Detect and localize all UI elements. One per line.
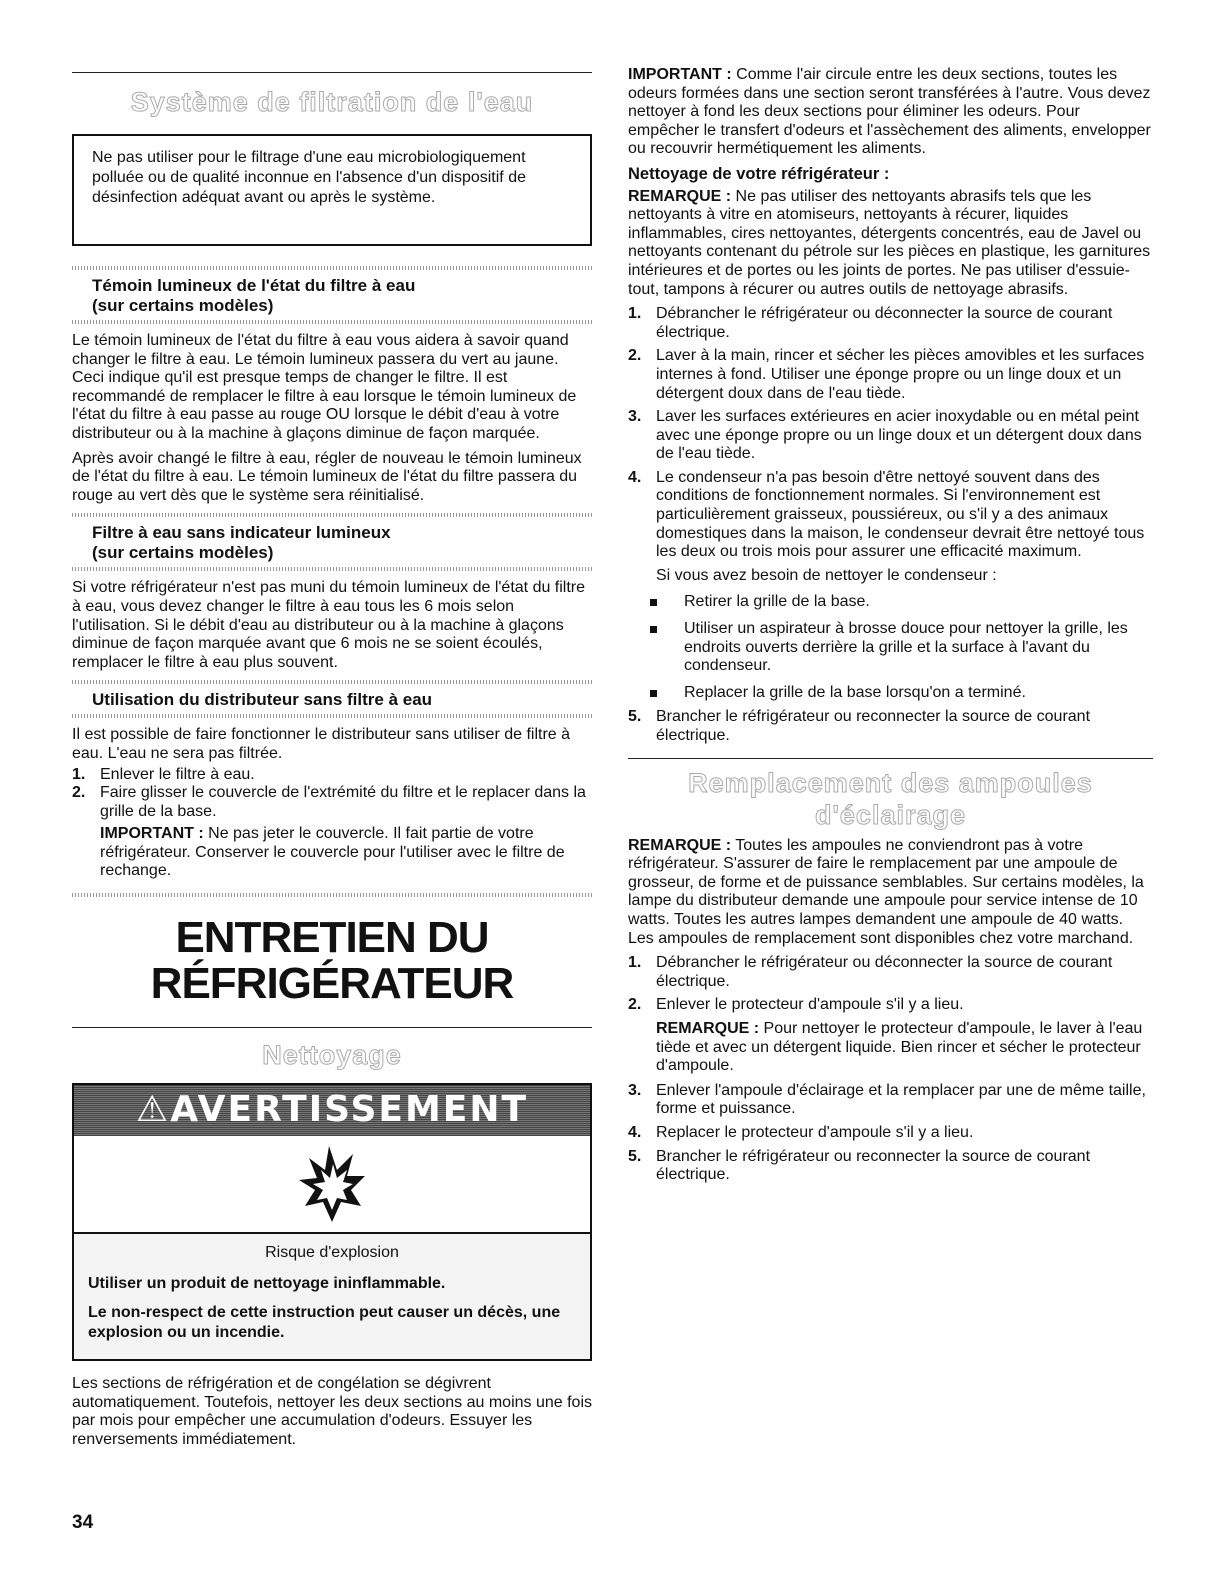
warning-instruction: Utiliser un produit de nettoyage ininflammable. [88, 1274, 446, 1292]
heading-filter-no-indicator-sub: (sur certains modèles) [92, 543, 274, 563]
section-title-bulbs: Remplacement des ampoules [688, 767, 1093, 798]
step-number: 2. [628, 347, 642, 365]
list-item [628, 305, 1153, 342]
step-text: Débrancher le réfrigérateur ou déconnecter la source de courant électrique. [656, 305, 1113, 341]
important-label: IMPORTANT : [628, 66, 732, 83]
section-rule [72, 1027, 592, 1028]
list-item [628, 954, 1153, 991]
warning-body [74, 1234, 590, 1359]
bulb-steps-continued [628, 1082, 1153, 1185]
remark-text: Ne pas utiliser des nettoyants abrasifs tels que les nettoyants à vitre en atomiseurs, nettoyants à récurer, liquides inflammables, cires nettoyantes, détergents concentrés, eau de Javel ou nettoyants contenant du pétrole sur les pièces en plastique, les garnitures intérieures et de portes ou les joints de portes. Ne pas utiliser d'essuie-tout, tampons à récurer ou autres outils de nettoyage abrasifs. [628, 187, 1151, 298]
section-title-bulbs-line2: d'éclairage [815, 799, 966, 830]
step-number: 4. [628, 468, 642, 486]
bullet-text: Retirer la grille de la base. [684, 593, 870, 611]
list-item [72, 766, 592, 785]
list-item [628, 408, 1153, 464]
paragraph: Après avoir changé le filtre à eau, régler de nouveau le témoin lumineux de l'état du filtre à eau. Le témoin lumineux de l'état du filtre passera du rouge au vert dès que le système sera réinitialisé. [72, 449, 582, 504]
list-item [628, 620, 1153, 676]
step-number: 2. [72, 784, 86, 802]
important-text: Comme l'air circule entre les deux sections, toutes les odeurs formées dans une section seront transférées à l'autre. Vous devez nettoyer à fond les deux sections pour éliminer les odeurs. Pour empêcher le transfert d'odeurs et l'assèchement des aliments, envelopper ou recouvrir hermétiquement les aliments. [628, 66, 1151, 158]
important-label: IMPORTANT : [100, 825, 204, 843]
warning-risk: Risque d'explosion [265, 1244, 399, 1262]
step-number: 4. [628, 1123, 642, 1141]
bullet-text: Replacer la grille de la base lorsqu'on a terminé. [684, 683, 1026, 701]
list-item [628, 347, 1153, 403]
divider [72, 893, 592, 897]
list-item [628, 1148, 1153, 1185]
square-bullet-icon [650, 599, 657, 606]
warning-label: AVERTISSEMENT [170, 1089, 529, 1131]
divider [72, 680, 592, 684]
remark-text: Toutes les ampoules ne conviendront pas à votre réfrigérateur. S'assurer de faire le remplacement par une ampoule de grosseur, de forme et de puissance semblables. Sur certains modèles, la lampe du distributeur demande une ampoule pour service intense de 10 watts. Toutes les autres lampes demandent une ampoule de 40 watts. Les ampoules de remplacement sont disponibles chez votre marchand. [628, 836, 1144, 947]
step-number: 3. [628, 408, 642, 426]
step-text: Brancher le réfrigérateur ou reconnecter la source de courant électrique. [656, 708, 1091, 744]
warning-symbol-area [74, 1136, 590, 1234]
page-number: 34 [72, 1512, 94, 1533]
step-text: Replacer le protecteur d'ampoule s'il y a lieu. [656, 1123, 974, 1141]
chapter-title-line2: RÉFRIGÉRATEUR [150, 959, 514, 1009]
paragraph: Si votre réfrigérateur n'est pas muni du témoin lumineux de l'état du filtre à eau, vous devez changer le filtre à eau tous les 6 mois selon l'utilisation. Si le débit d'eau au distributeur ou à la machine à glaçons diminue de façon marquée avant que 6 mois ne se soient écoulés, remplacer le filtre à eau plus souvent. [72, 579, 586, 671]
step-text: Faire glisser le couvercle de l'extrémité du filtre et le replacer dans la grille de la base. [100, 784, 586, 820]
remark-label: REMARQUE : [628, 187, 732, 205]
bulb-steps [628, 954, 1153, 1015]
steps-list [72, 766, 592, 822]
step-number: 1. [628, 954, 642, 972]
list-item [72, 784, 592, 821]
bulb-sub-remark [628, 1020, 1153, 1076]
important-note [72, 825, 592, 881]
step-number: 5. [628, 708, 642, 726]
step-text: Enlever l'ampoule d'éclairage et la remplacer par une de même taille, forme et puissance. [656, 1081, 1146, 1118]
divider [72, 714, 592, 718]
square-bullet-icon [650, 626, 657, 633]
important-text: Ne pas jeter le couvercle. Il fait partie de votre réfrigérateur. Conserver le couvercle pour l'utiliser avec le filtre de rechange. [100, 825, 565, 880]
list-item [628, 1124, 1153, 1143]
warning-panel [72, 1083, 592, 1361]
chapter-title-line1: ENTRETIEN DU [175, 913, 489, 963]
square-bullet-icon [650, 690, 657, 697]
list-item [628, 996, 1153, 1015]
cleaning-final-step [628, 708, 1153, 745]
box-text: Ne pas utiliser pour le filtrage d'une eau microbiologiquement polluée ou de qualité inconnue en l'absence d'un dispositif de désinfection adéquat avant ou après le système. [92, 149, 526, 206]
heading-cleaning: Nettoyage de votre réfrigérateur : [628, 164, 890, 183]
step-text: Brancher le réfrigérateur ou reconnecter la source de courant électrique. [656, 1147, 1091, 1184]
step-number: 2. [628, 996, 642, 1014]
condenser-intro: Si vous avez besoin de nettoyer le condenseur : [656, 566, 997, 584]
bullet-text: Utiliser un aspirateur à brosse douce pour nettoyer la grille, les endroits ouverts derrière la grille et la surface à l'avant du condenseur. [684, 620, 1128, 675]
heading-filter-indicator: Témoin lumineux de l'état du filtre à eau [92, 276, 416, 295]
cleaning-steps [628, 305, 1153, 562]
explosion-icon [297, 1144, 367, 1224]
list-item [628, 593, 1153, 612]
list-item [628, 469, 1153, 562]
warning-header [74, 1085, 590, 1136]
remark-text: Pour nettoyer le protecteur d'ampoule, le laver à l'eau tiède et avec un détergent liquide. Bien rincer et sécher le protecteur d'ampoule. [656, 1019, 1143, 1075]
list-item [628, 708, 1153, 745]
heading-filter-indicator-sub: (sur certains modèles) [92, 296, 274, 315]
step-text: Enlever le protecteur d'ampoule s'il y a lieu. [656, 996, 964, 1014]
warning-box [72, 134, 592, 246]
step-number: 1. [628, 305, 642, 323]
paragraph: Il est possible de faire fonctionner le distributeur sans utiliser de filtre à eau. L'eau ne sera pas filtrée. [72, 726, 571, 762]
paragraph: Les sections de réfrigération et de congélation se dégivrent automatiquement. Toutefois, nettoyer les deux sections au moins une fois par mois pour empêcher une accumulation d'odeurs. Essuyer les renversements immédiatement. [72, 1375, 593, 1449]
remark-label: REMARQUE : [656, 1019, 760, 1037]
top-rule [72, 72, 592, 73]
step-text: Laver les surfaces extérieures en acier inoxydable ou en métal peint avec une éponge propre ou un linge doux et un détergent doux dans de l'eau tiède. [656, 408, 1142, 463]
heading-filter-no-indicator: Filtre à eau sans indicateur lumineux [92, 523, 391, 543]
section-rule [628, 758, 1153, 759]
list-item [628, 1082, 1153, 1119]
bulb-remark [628, 837, 1153, 949]
warning-consequence: Le non-respect de cette instruction peut causer un décès, une explosion ou un incendie. [88, 1304, 561, 1342]
step-text: Enlever le filtre à eau. [100, 765, 255, 783]
warning-triangle-icon: ⚠ [135, 1089, 171, 1131]
step-text: Débrancher le réfrigérateur ou déconnecter la source de courant électrique. [656, 954, 1113, 990]
divider [72, 567, 592, 571]
step-number: 1. [72, 765, 86, 783]
divider [72, 320, 592, 324]
section-title-cleaning: Nettoyage [262, 1040, 402, 1071]
right-column [628, 0, 1153, 1185]
remark-label: REMARQUE : [628, 836, 732, 854]
chapter-title [72, 915, 592, 1007]
step-text: Laver à la main, rincer et sécher les pièces amovibles et les surfaces internes à fond. Utiliser une éponge propre ou un linge doux et un détergent doux dans de l'eau tiède. [656, 347, 1145, 402]
step-number: 3. [628, 1081, 642, 1099]
remark-paragraph [628, 188, 1153, 300]
section-title-filtration: Système de filtration de l'eau [130, 87, 534, 117]
step-text: Le condenseur n'a pas besoin d'être nettoyé souvent dans des conditions de fonctionnement normales. Si l'environnement est particulièrement graisseux, poussiéreux, ou s'il y a des animaux domestiques dans la maison, le condenseur devrait être nettoyé tous les deux ou trois mois pour assurer une efficacité maximum. [656, 468, 1145, 561]
important-paragraph [628, 66, 1153, 159]
divider [72, 513, 592, 517]
divider [72, 266, 592, 270]
list-item [628, 684, 1153, 703]
paragraph: Le témoin lumineux de l'état du filtre à eau vous aidera à savoir quand changer le filtre à eau. Le témoin lumineux passera du vert au jaune. Ceci indique qu'il est presque temps de changer le filtre. Il est recommandé de remplacer le filtre à eau lorsque le témoin lumineux de l'état du filtre à eau passe au rouge OU lorsque le débit d'eau à votre distributeur ou à la machine à glaçons diminue de façon marquée. [72, 332, 577, 442]
condenser-bullets [628, 593, 1153, 702]
left-column [72, 0, 592, 1450]
step-number: 5. [628, 1147, 642, 1165]
heading-dispenser-no-filter: Utilisation du distributeur sans filtre à eau [92, 690, 433, 710]
